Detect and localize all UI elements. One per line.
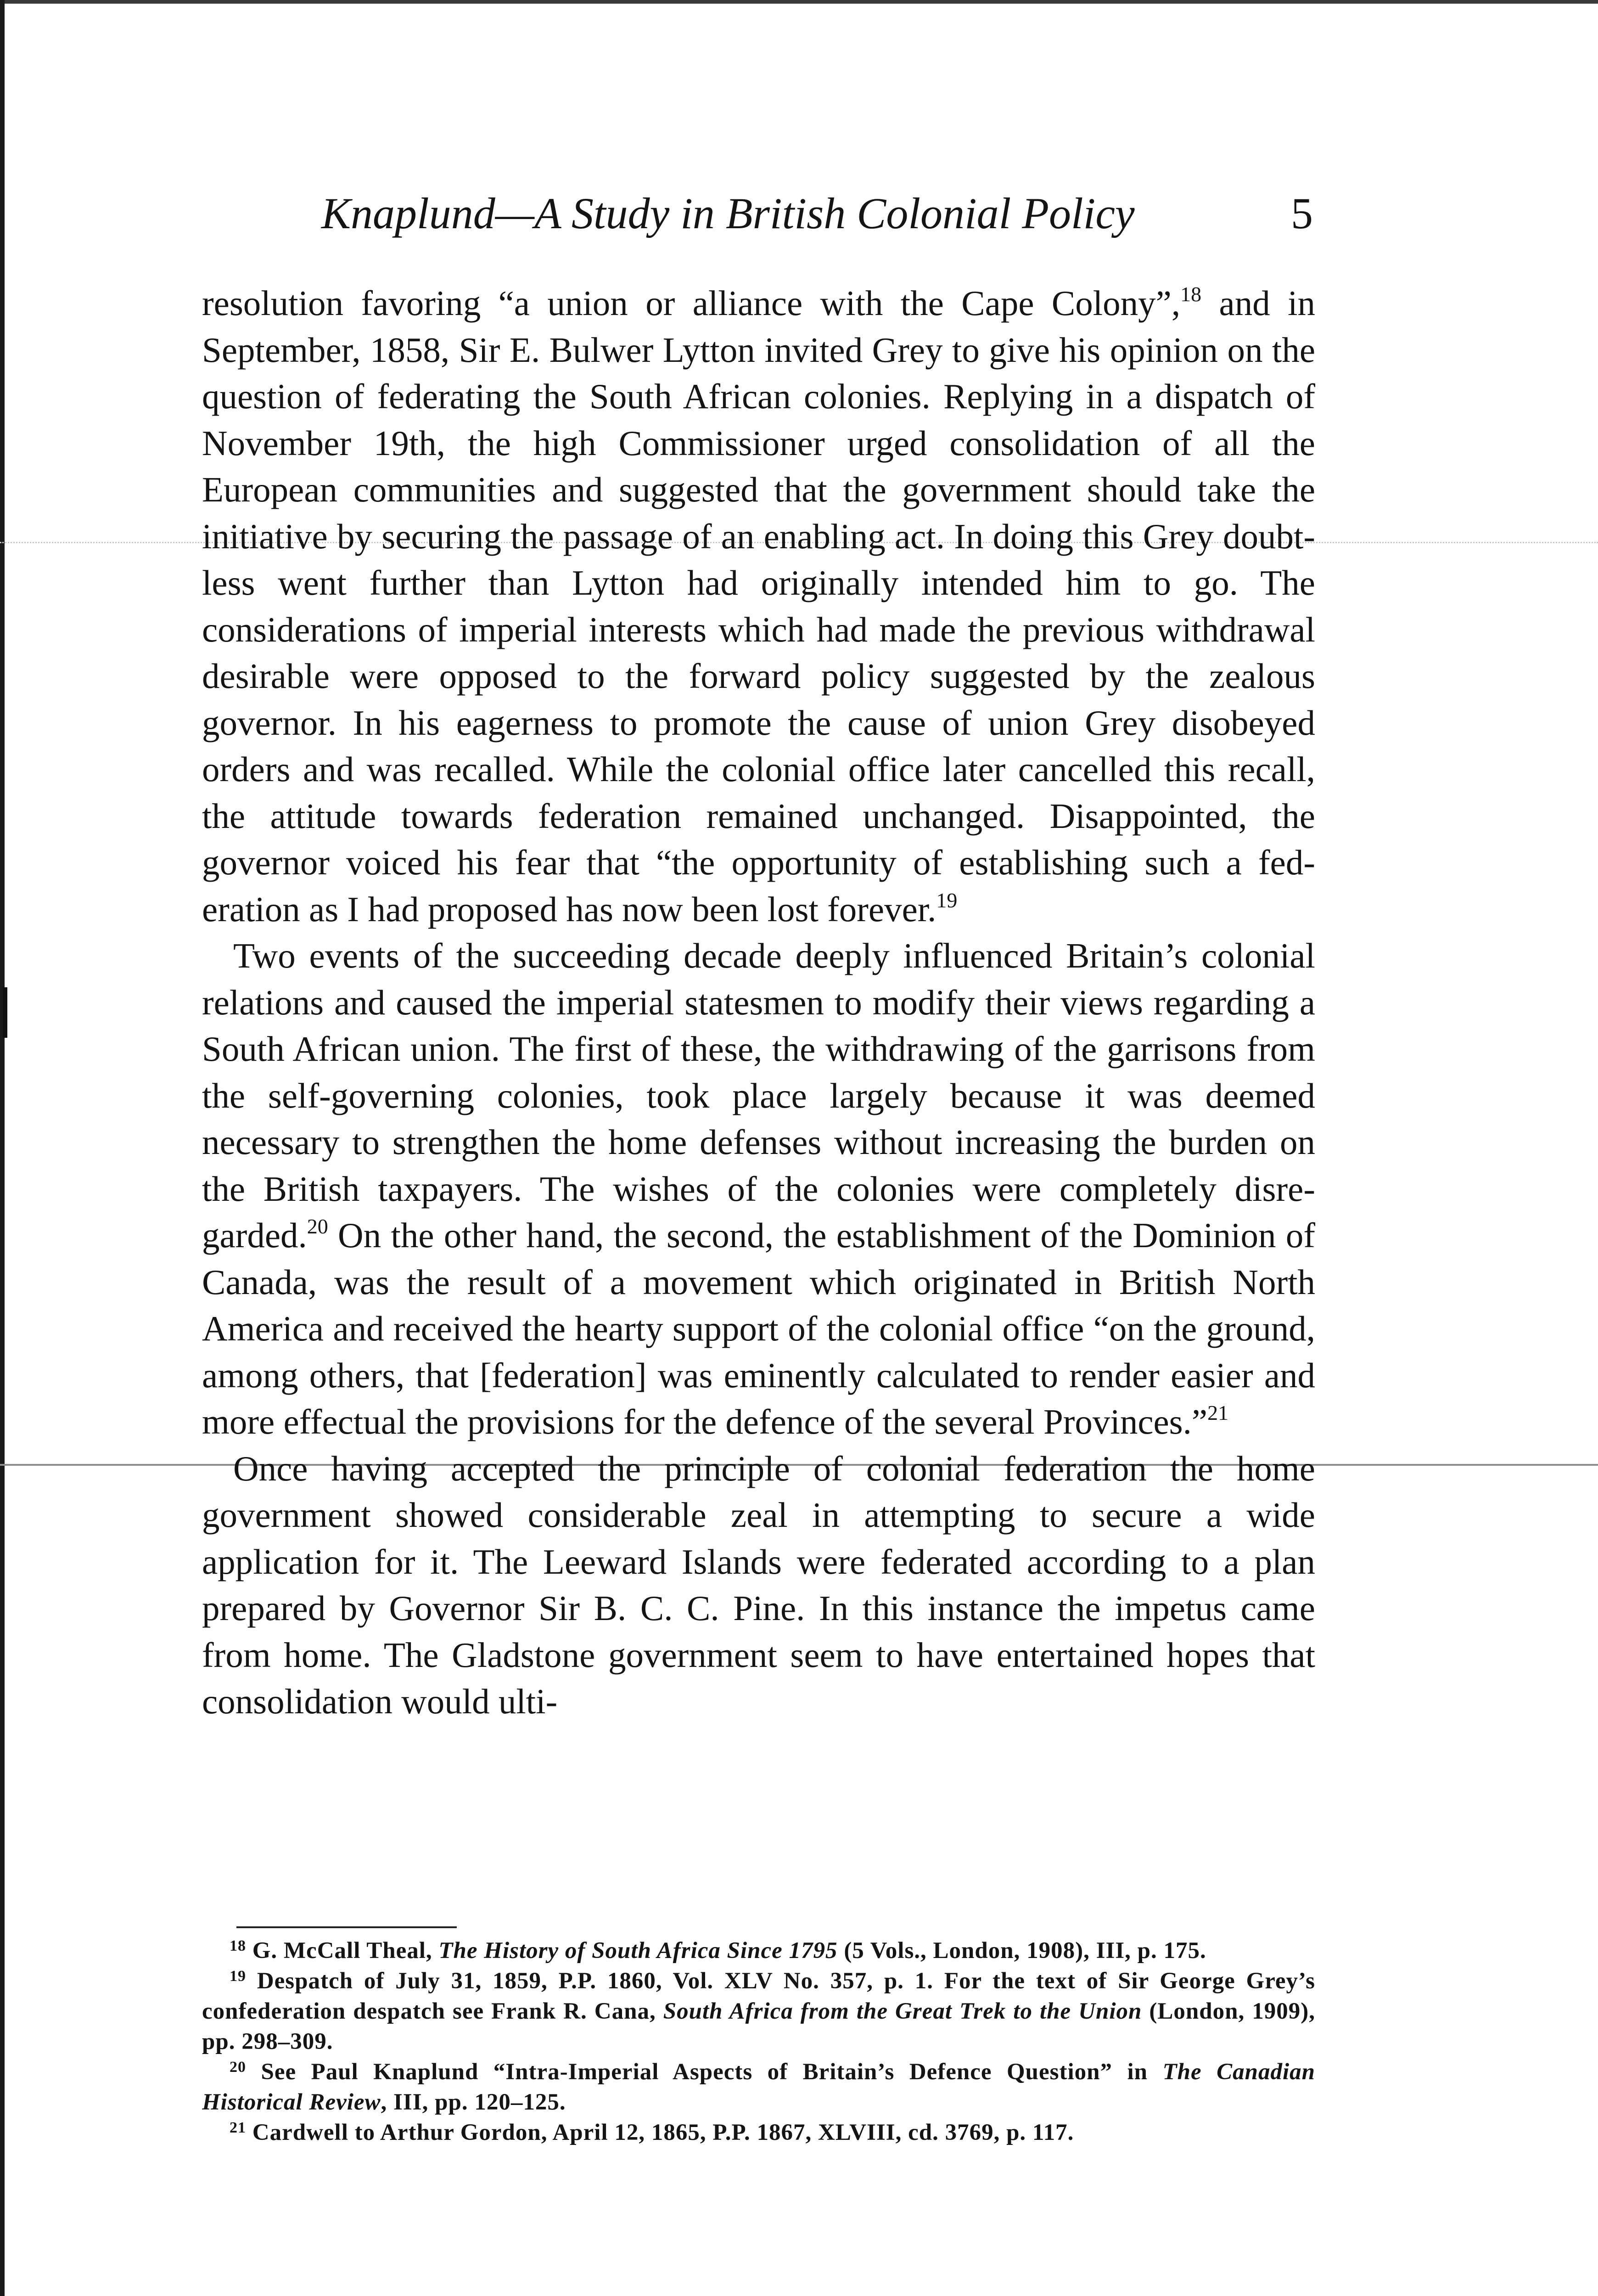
running-head [321,186,1313,241]
footnote-number: 21 [230,2119,246,2136]
footnote-title: The Canadian Historical Review [202,2059,1315,2115]
footnote-number: 20 [230,2059,246,2076]
paragraph [202,1446,1315,1725]
paragraph-text: and in September, 1858, Sir E. Bulwer Lytton invited Grey to give his opinion on the question of federating the South African colonies. Replying in a dispatch of November 19th, the high Commissioner urged consolidation of all the European communities and suggested that the government should take the initiative by securing the passage of an enabling act. In doing this Grey doubtless went further than Lytton had originally intended him to go. The considerations of imperial interests which had made the previous withdrawal desirable were opposed to the forward policy suggested by the zealous governor. In his eagerness to promote the cause of union Grey disobeyed orders and was recalled. While the colonial office later cancelled this recall, the attitude towards federation remained unchanged. Disappointed, the governor voiced his fear that “the opportunity of establishing such a federation as I had proposed has now been lost forever. [202,283,1315,929]
footnote-text: (London, 1909), pp. 298–309. [202,1998,1315,2054]
footnote-text: Despatch of July 31, 1859, P.P. 1860, Vol. XLV No. 357, p. 1. For the text of Sir George Grey’s confederation despatch see Frank R. Cana, [202,1968,1315,2024]
footnote-reference[interactable]: 20 [307,1215,328,1238]
page-number: 5 [1291,189,1313,238]
footnotes [202,1936,1315,2220]
paragraph-text: On the other hand, the second, the establishment of the Dominion of Canada, was the result of a movement which originated in British North America and received the hearty support of the colonial office “on the ground, among others, that [federation] was eminently calculated to render easier and more effectual the provisions for the defence of the several Provinces.” [202,1216,1315,1441]
running-head-title: Knaplund—A Study in British Colonial Policy [321,189,1135,238]
paragraph [202,280,1315,933]
footnote-number: 18 [230,1937,246,1954]
footnote-reference[interactable]: 19 [936,888,958,912]
footnote [202,1936,1315,1966]
paragraph-text: Once having accepted the principle of colonial federation the home government showed considerable zeal in attempting to secure a wide application for it. The Leeward Islands were federated according to a plan prepared by Governor Sir B. C. C. Pine. In this instance the impetus came from home. The Gladstone government seem to have entertained hopes that consolidation would ulti- [202,1448,1315,1721]
footnote-text: See Paul Knaplund “Intra-Imperial Aspects of Britain’s Defence Question” in [261,2059,1163,2085]
footnote-reference[interactable]: 18 [1180,282,1202,306]
footnote [202,2057,1315,2117]
scan-binding-mark [3,987,7,1038]
footnote-text: (5 Vols., London, 1908), III, p. 175. [837,1938,1206,1964]
paragraph-text: Two events of the succeeding decade deeply influenced Britain’s colonial relations and caused the imperial statesmen to modify their views regarding a South African union. The first of these, the withdrawing of the garrisons from the self-governing colonies, took place largely because it was deemed necessary to strengthen the home defenses without increasing the burden on the British taxpayers. The wishes of the colonies were completely disregarded. [202,936,1315,1255]
scan-top-edge [0,0,1598,4]
footnote-divider [236,1926,457,1928]
footnote [202,1966,1315,2057]
footnote-title: The History of South Africa Since 1795 [438,1938,838,1964]
body-text [202,280,1315,1896]
footnote-text: Cardwell to Arthur Gordon, April 12, 1865, P.P. 1867, XLVIII, cd. 3769, p. 117. [252,2120,1074,2145]
footnote-text: , III, pp. 120–125. [381,2089,566,2115]
scan-left-edge [0,0,5,2296]
footnote-text: G. McCall Theal, [252,1938,439,1964]
footnote [202,2117,1315,2148]
footnote-reference[interactable]: 21 [1207,1401,1229,1424]
paragraph [202,933,1315,1446]
paragraph-text: resolution favoring “a union or alliance with the Cape Colony”, [202,283,1181,323]
footnote-title: South Africa from the Great Trek to the Union [663,1998,1142,2024]
footnote-number: 19 [230,1968,246,1985]
